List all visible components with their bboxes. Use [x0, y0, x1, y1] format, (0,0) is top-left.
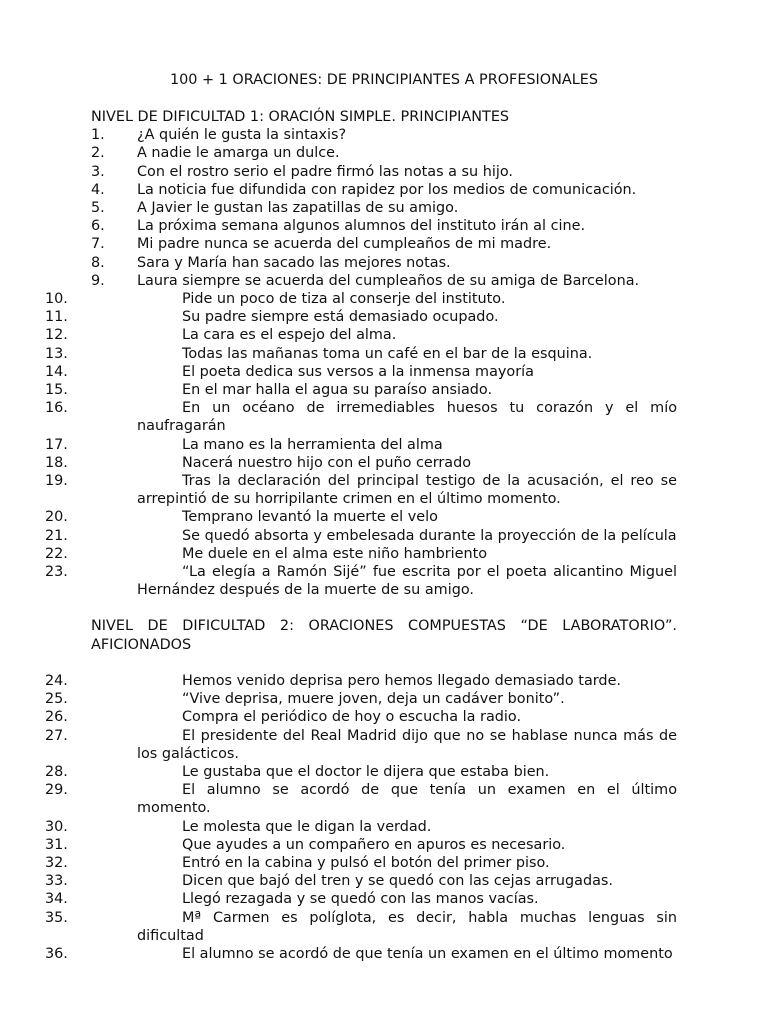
sentence-item: [45, 690, 677, 708]
sentence-item: [45, 508, 677, 526]
level-2-heading: NIVEL DE DIFICULTAD 2: ORACIONES COMPUESTAS “DE LABORATORIO”. AFICIONADOS: [91, 618, 677, 653]
sentence-item: [45, 909, 677, 945]
sentence-number: 30.: [45, 818, 68, 835]
sentence-number: 17.: [45, 436, 68, 453]
sentence-item: [45, 890, 677, 908]
sentence-item: [45, 363, 677, 381]
sentence-number: 28.: [45, 763, 68, 780]
sentence-text: Su padre siempre está demasiado ocupado.: [182, 309, 499, 326]
sentence-text: Laura siempre se acuerda del cumpleaños de su amiga de Barcelona.: [137, 272, 640, 289]
sentence-number: 7.: [91, 236, 105, 253]
sentence-text: La mano es la herramienta del alma: [182, 436, 443, 453]
sentence-number: 35.: [45, 909, 68, 926]
sentence-item: [45, 836, 677, 854]
document-page: [45, 71, 677, 963]
sentence-text: La próxima semana algunos alumnos del instituto irán al cine.: [137, 218, 586, 235]
document-title: 100 + 1 ORACIONES: DE PRINCIPIANTES A PROFESIONALES: [170, 72, 598, 88]
sentence-number: 5.: [91, 200, 105, 217]
sentence-text: En el mar halla el agua su paraíso ansiado.: [182, 382, 493, 399]
sentence-text: El alumno se acordó de que tenía un examen en el último momento: [182, 945, 673, 962]
sentence-item: [91, 254, 677, 272]
sentence-number: 15.: [45, 382, 68, 399]
sentence-text: Todas las mañanas toma un café en el bar de la esquina.: [182, 345, 593, 362]
sentence-number: 6.: [91, 218, 105, 235]
sentence-item: [45, 708, 677, 726]
sentence-number: 31.: [45, 836, 68, 853]
sentence-text: A nadie le amarga un dulce.: [137, 145, 340, 162]
sentence-text: Se quedó absorta y embelesada durante la proyección de la película: [182, 527, 677, 544]
sentence-item: [45, 872, 677, 890]
sentence-number: 1.: [91, 127, 105, 144]
sentence-text: Hemos venido deprisa pero hemos llegado demasiado tarde.: [182, 672, 621, 689]
level-1-list: [45, 126, 677, 599]
sentence-text: Mª Carmen es políglota, es decir, habla muchas lenguas sin dificultad: [137, 909, 677, 944]
sentence-item: [45, 563, 677, 599]
sentence-item: [45, 472, 677, 508]
sentence-number: 12.: [45, 327, 68, 344]
sentence-number: 29.: [45, 782, 68, 799]
sentence-item: [45, 308, 677, 326]
sentence-number: 11.: [45, 309, 68, 326]
sentence-item: [45, 818, 677, 836]
sentence-number: 22.: [45, 545, 68, 562]
sentence-text: Pide un poco de tiza al conserje del instituto.: [182, 291, 506, 308]
sentence-number: 27.: [45, 727, 68, 744]
sentence-number: 20.: [45, 509, 68, 526]
sentence-item: [91, 144, 677, 162]
sentence-number: 34.: [45, 891, 68, 908]
sentence-item: [45, 781, 677, 817]
sentence-item: [45, 290, 677, 308]
sentence-text: Compra el periódico de hoy o escucha la radio.: [182, 709, 522, 726]
sentence-text: El poeta dedica sus versos a la inmensa mayoría: [182, 363, 534, 380]
sentence-text: En un océano de irremediables huesos tu corazón y el mío naufragarán: [137, 400, 677, 435]
sentence-number: 10.: [45, 291, 68, 308]
sentence-item: [45, 326, 677, 344]
sentence-text: Mi padre nunca se acuerda del cumpleaños de mi madre.: [137, 236, 552, 253]
sentence-item: [91, 181, 677, 199]
sentence-number: 16.: [45, 400, 68, 417]
sentence-item: [91, 126, 677, 144]
sentence-item: [45, 672, 677, 690]
sentence-number: 19.: [45, 473, 68, 490]
sentence-text: El presidente del Real Madrid dijo que no se hablase nunca más de los galácticos.: [137, 727, 677, 762]
sentence-number: 23.: [45, 564, 68, 581]
sentence-item: [45, 945, 677, 963]
sentence-text: “La elegía a Ramón Sijé” fue escrita por el poeta alicantino Miguel Hernández después de la muerte de su amigo.: [137, 564, 677, 599]
sentence-text: Nacerá nuestro hijo con el puño cerrado: [182, 454, 472, 471]
sentence-text: Entró en la cabina y pulsó el botón del primer piso.: [182, 854, 550, 871]
sentence-text: La noticia fue difundida con rapidez por los medios de comunicación.: [137, 181, 637, 198]
sentence-text: Con el rostro serio el padre firmó las notas a su hijo.: [137, 163, 513, 180]
level-1-heading: NIVEL DE DIFICULTAD 1: ORACIÓN SIMPLE. PRINCIPIANTES: [91, 109, 510, 125]
sentence-item: [45, 345, 677, 363]
sentence-number: 3.: [91, 163, 105, 180]
sentence-item: [91, 163, 677, 181]
sentence-text: Temprano levantó la muerte el velo: [182, 509, 438, 526]
sentence-item: [45, 399, 677, 435]
sentence-text: El alumno se acordó de que tenía un examen en el último momento.: [137, 782, 677, 817]
sentence-text: Que ayudes a un compañero en apuros es necesario.: [182, 836, 566, 853]
sentence-text: ¿A quién le gusta la sintaxis?: [137, 127, 347, 144]
sentence-text: Le molesta que le digan la verdad.: [182, 818, 432, 835]
sentence-number: 25.: [45, 691, 68, 708]
sentence-text: “Vive deprisa, muere joven, deja un cadáver bonito”.: [182, 691, 565, 708]
sentence-item: [91, 199, 677, 217]
level-2-list: [45, 672, 677, 963]
sentence-text: Me duele en el alma este niño hambriento: [182, 545, 488, 562]
sentence-number: 4.: [91, 181, 105, 198]
sentence-number: 21.: [45, 527, 68, 544]
sentence-item: [45, 854, 677, 872]
sentence-number: 26.: [45, 709, 68, 726]
sentence-number: 8.: [91, 254, 105, 271]
sentence-number: 18.: [45, 454, 68, 471]
sentence-number: 24.: [45, 672, 68, 689]
sentence-text: Tras la declaración del principal testigo de la acusación, el reo se arrepintió de su horripilante crimen en el último momento.: [137, 473, 677, 508]
sentence-item: [45, 436, 677, 454]
sentence-text: A Javier le gustan las zapatillas de su amigo.: [137, 200, 459, 217]
sentence-number: 13.: [45, 345, 68, 362]
sentence-item: [45, 727, 677, 763]
sentence-number: 9.: [91, 272, 105, 289]
sentence-number: 32.: [45, 854, 68, 871]
sentence-item: [45, 454, 677, 472]
sentence-item: [45, 381, 677, 399]
sentence-text: Dicen que bajó del tren y se quedó con las cejas arrugadas.: [182, 873, 613, 890]
sentence-item: [91, 235, 677, 253]
sentence-item: [91, 272, 677, 290]
sentence-item: [45, 527, 677, 545]
sentence-number: 2.: [91, 145, 105, 162]
sentence-text: Le gustaba que el doctor le dijera que estaba bien.: [182, 763, 550, 780]
sentence-item: [45, 545, 677, 563]
sentence-number: 36.: [45, 945, 68, 962]
sentence-number: 33.: [45, 873, 68, 890]
sentence-item: [45, 763, 677, 781]
sentence-text: Llegó rezagada y se quedó con las manos vacías.: [182, 891, 539, 908]
sentence-text: Sara y María han sacado las mejores notas.: [137, 254, 451, 271]
sentence-text: La cara es el espejo del alma.: [182, 327, 397, 344]
sentence-number: 14.: [45, 363, 68, 380]
sentence-item: [91, 217, 677, 235]
